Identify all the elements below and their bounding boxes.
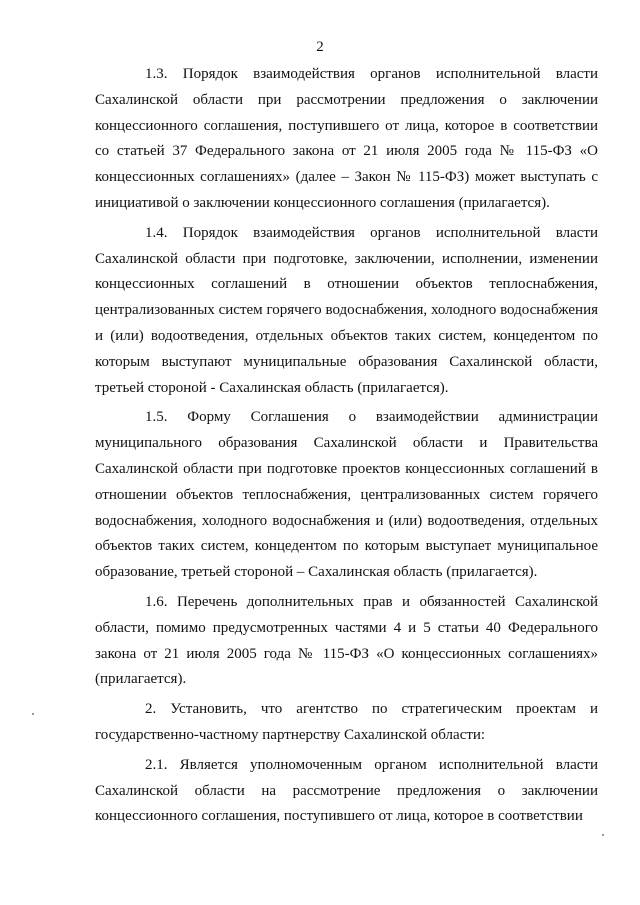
document-body xyxy=(95,62,598,834)
paragraph-2: 2. Установить, что агентство по стратегическим проектам и государственно-частному партнерству Сахалинской области: xyxy=(95,701,598,743)
paragraph-1-4: 1.4. Порядок взаимодействия органов исполнительной власти Сахалинской области при подготовке, заключении, исполнении, изменении концессионных соглашений в отношении объектов теплоснабжения, централизованных систем горячего водоснабжения, холодного водоснабжения и (или) водоотведения, отдельных объектов таких систем, концедентом по которым выступают муниципальные образования Сахалинской области, третьей стороной - Сахалинская область (прилагается). xyxy=(95,224,598,396)
paragraph-1-6: 1.6. Перечень дополнительных прав и обязанностей Сахалинской области, помимо предусмотренных частями 4 и 5 статьи 40 Федерального закона от 21 июля 2005 года № 115-ФЗ «О концессионных соглашениях» (прилагается). xyxy=(95,593,598,688)
paragraph-2-1: 2.1. Является уполномоченным органом исполнительной власти Сахалинской области на рассмотрение предложения о заключении концессионного соглашения, поступившего от лица, которое в соответствии xyxy=(95,756,598,825)
scan-speck xyxy=(32,713,34,715)
scan-speck xyxy=(602,834,604,836)
paragraph-1-5: 1.5. Форму Соглашения о взаимодействии администрации муниципального образования Сахалинской области и Правительства Сахалинской области при подготовке проектов концессионных соглашений в отношении объектов теплоснабжения, централизованных систем горячего водоснабжения, холодного водоснабжения и (или) водоотведения, отдельных объектов таких систем, концедентом по которым выступает муниципальное образование, третьей стороной – Сахалинская область (прилагается). xyxy=(95,409,598,581)
page-number: 2 xyxy=(316,39,324,55)
paragraph-1-3: 1.3. Порядок взаимодействия органов исполнительной власти Сахалинской области при рассмотрении предложения о заключении концессионного соглашения, поступившего от лица, которое в соответствии со статьей 37 Федерального закона от 21 июля 2005 года № 115-ФЗ «О концессионных соглашениях» (далее – Закон № 115-ФЗ) может выступать с инициативой о заключении концессионного соглашения (прилагается). xyxy=(95,66,598,211)
